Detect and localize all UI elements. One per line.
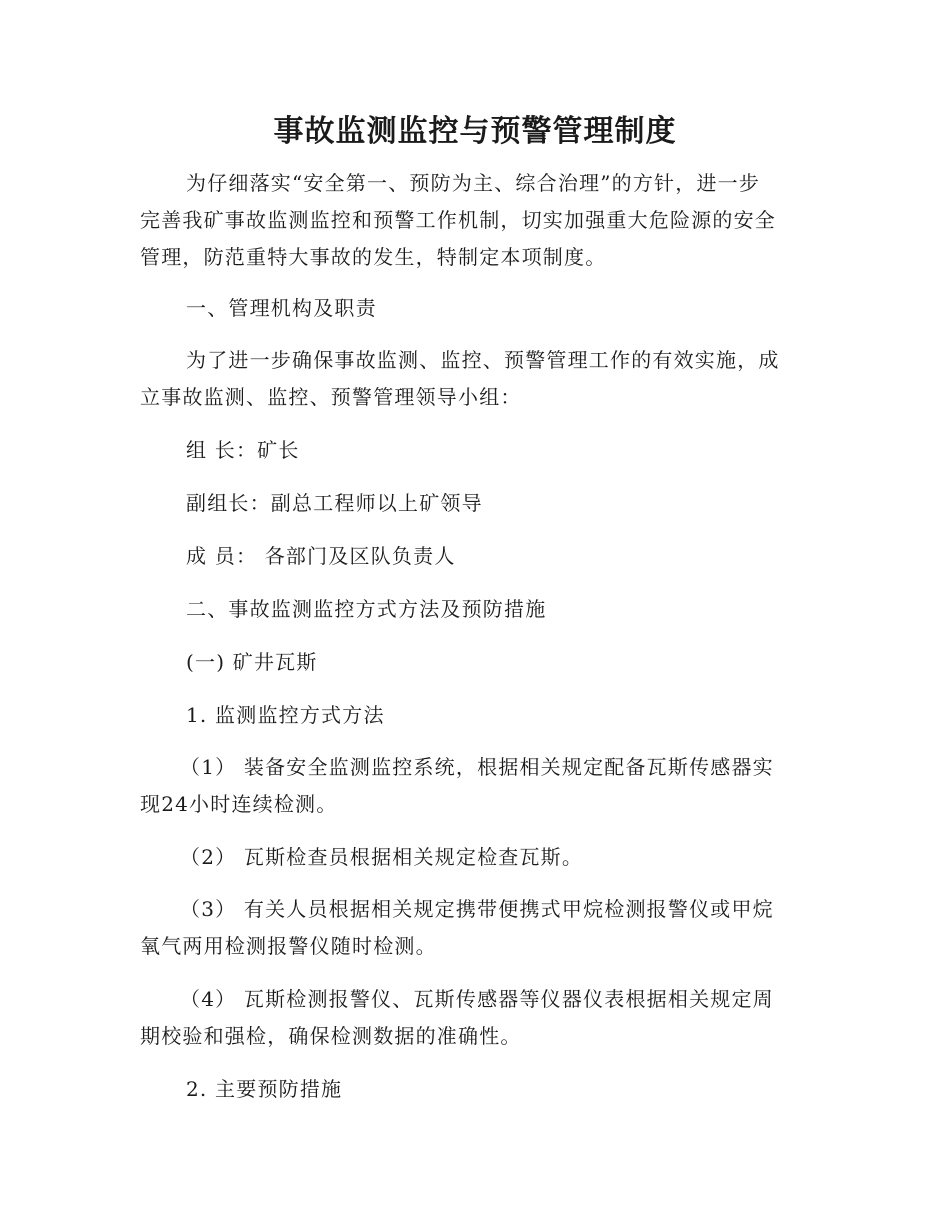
paragraph-3-line-1: （3） 有关人员根据相关规定携带便携式甲烷检测报警仪或甲烷 [180,897,774,921]
paragraph-1 [140,749,800,823]
intro-line-3: 管理，防范重特大事故的发生，特制定本项制度。 [140,245,607,269]
item2-heading [140,1071,800,1108]
section1-heading-text: 一、管理机构及职责 [186,296,377,320]
intro-line-1: 为仔细落实“安全第一、预防为主、综合治理”的方针，进一步 [186,171,761,195]
deputy-text: 副组长：副总工程师以上矿领导 [186,491,483,515]
section1-heading [140,290,800,327]
subsection-gas-text: (一) 矿井瓦斯 [186,650,318,674]
paragraph-4 [140,981,800,1055]
leader-text: 组 长：矿长 [186,438,300,462]
intro-line-2: 完善我矿事故监测监控和预警工作机制，切实加强重大危险源的安全 [140,208,776,232]
subsection-gas [140,644,800,681]
intro-paragraph [140,165,800,276]
paragraph-1-line-2: 现24小时连续检测。 [140,792,338,816]
paragraph-1-line-1: （1） 装备安全监测监控系统，根据相关规定配备瓦斯传感器实 [180,755,774,779]
leader-line [140,432,800,469]
section1-body-line-1: 为了进一步确保事故监测、监控、预警管理工作的有效实施，成 [186,348,780,372]
document-title: 事故监测监控与预警管理制度 [273,114,677,149]
paragraph-2 [140,839,800,876]
item1-heading-text: 1. 监测监控方式方法 [186,703,385,727]
paragraph-3-line-2: 氧气两用检测报警仪随时检测。 [140,934,437,958]
paragraph-4-line-1: （4） 瓦斯检测报警仪、瓦斯传感器等仪器仪表根据相关规定周 [180,987,774,1011]
paragraph-3 [140,891,800,965]
members-line [140,538,800,575]
item2-heading-text: 2. 主要预防措施 [186,1077,343,1101]
deputy-line [140,485,800,522]
paragraph-2-line-1: （2） 瓦斯检查员根据相关规定检查瓦斯。 [180,845,584,869]
section2-heading-text: 二、事故监测监控方式方法及预防措施 [186,597,547,621]
members-text: 成 员： 各部门及区队负责人 [186,544,456,568]
section1-body-line-2: 立事故监测、监控、预警管理领导小组： [140,385,522,409]
section2-heading [140,591,800,628]
paragraph-4-line-2: 期校验和强检，确保检测数据的准确性。 [140,1024,522,1048]
item1-heading [140,697,800,734]
section1-body [140,342,800,416]
